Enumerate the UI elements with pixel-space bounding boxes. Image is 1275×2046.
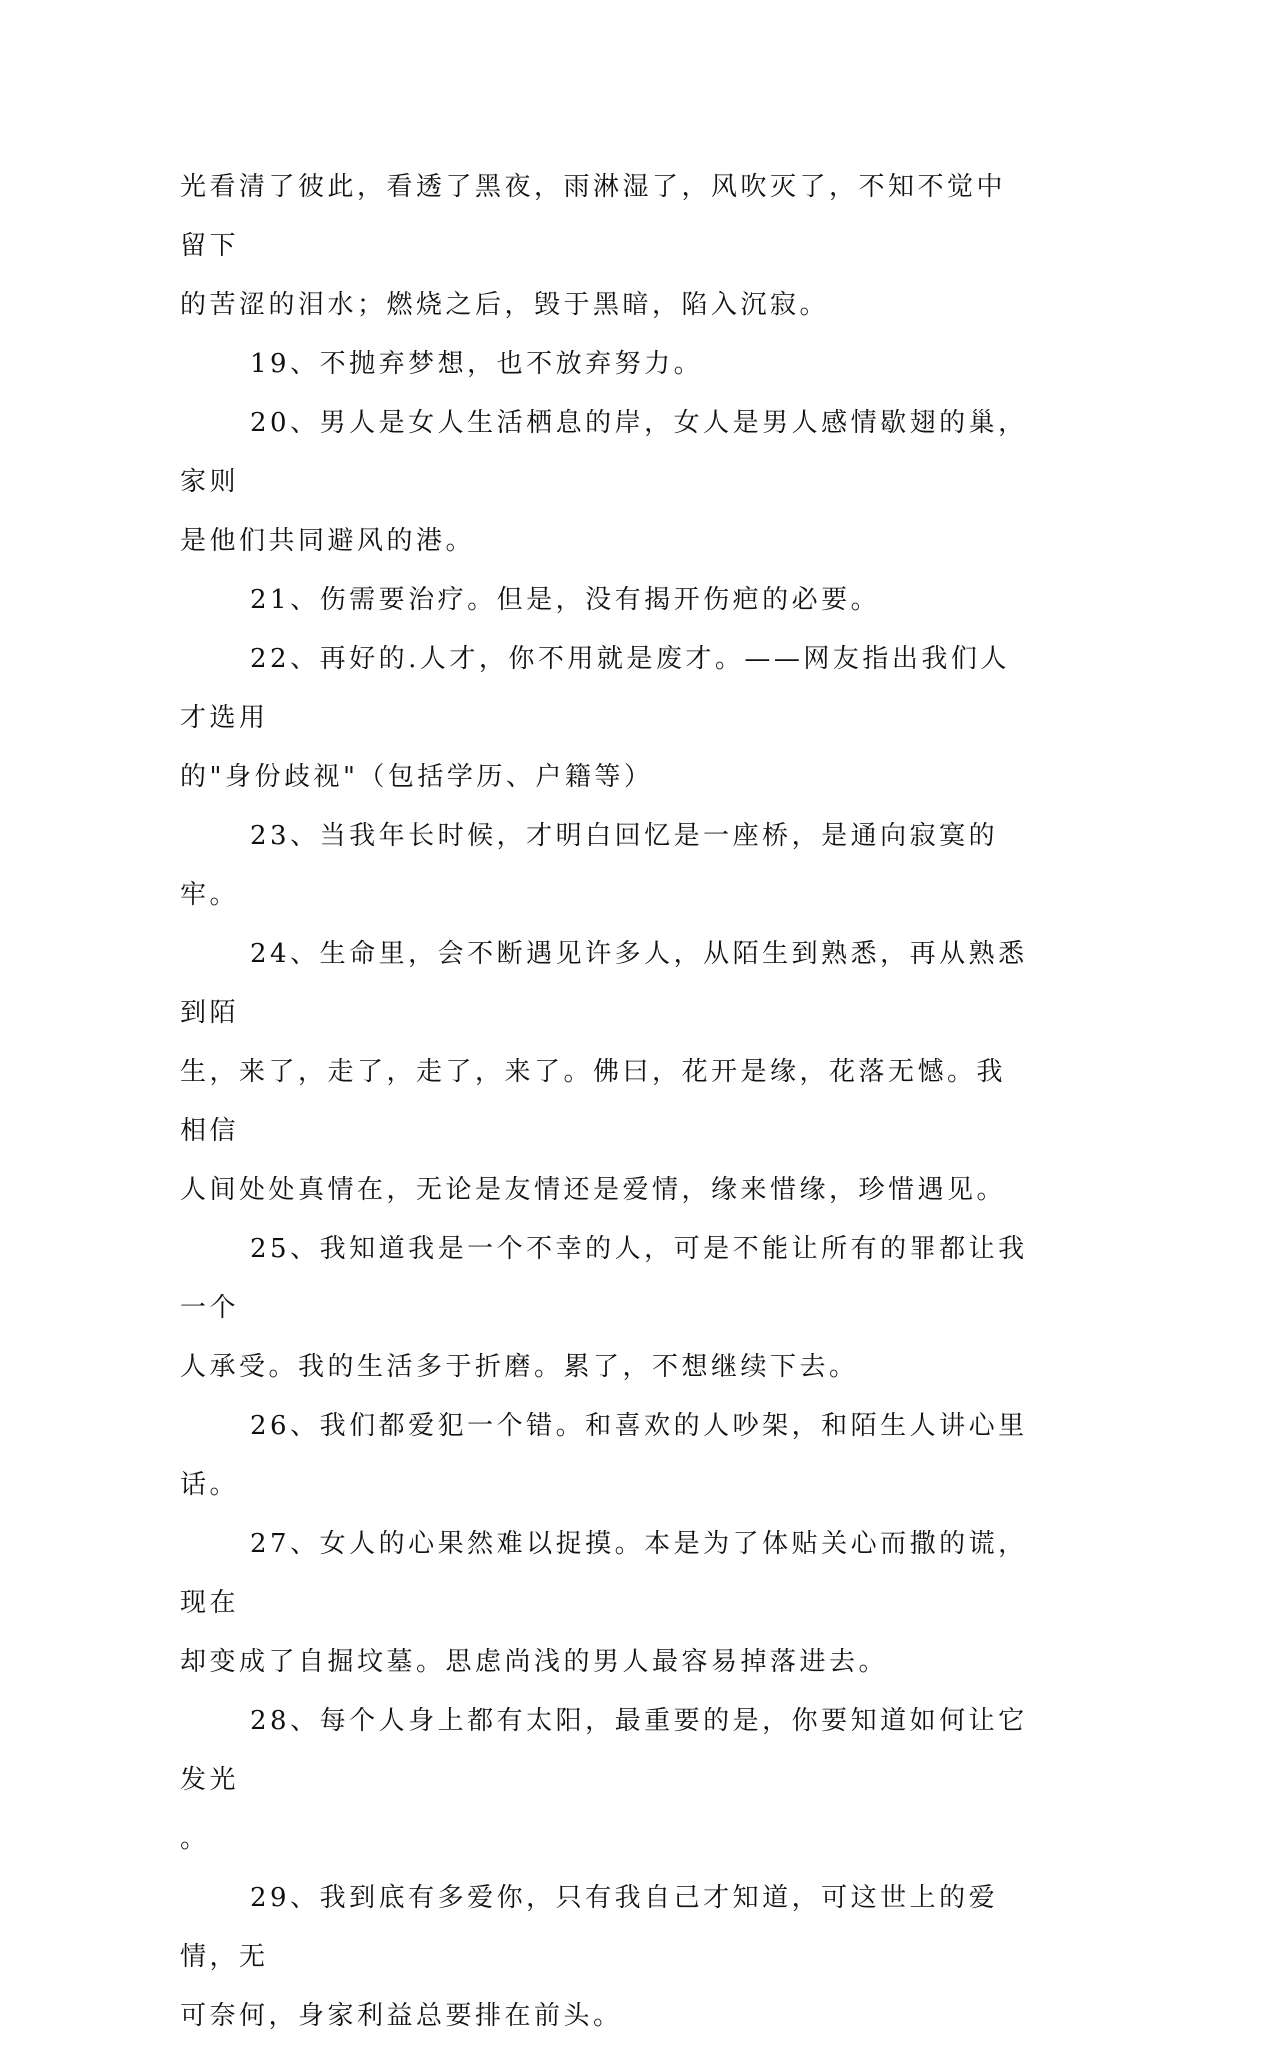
paragraph-p20 xyxy=(180,394,1032,571)
paragraph-p29 xyxy=(180,1869,1032,2046)
text-line: 29、我到底有多爱你，只有我自己才知道，可这世上的爱情，无 xyxy=(180,1883,999,1972)
text-line: 22、再好的.人才，你不用就是废才。——网友指出我们人才选用 xyxy=(180,644,1010,733)
text-line: 28、每个人身上都有太阳，最重要的是，你要知道如何让它发光 xyxy=(180,1706,1028,1795)
text-line: 是他们共同避风的港。 xyxy=(180,526,476,556)
paragraph-p19 xyxy=(180,335,1032,394)
text-line: 23、当我年长时候，才明白回忆是一座桥，是通向寂寞的牢。 xyxy=(180,821,999,910)
paragraph-p25 xyxy=(180,1220,1032,1397)
text-line: 的"身份歧视"（包括学历、户籍等） xyxy=(180,762,654,792)
text-line: 人间处处真情在，无论是友情还是爱情，缘来惜缘，珍惜遇见。 xyxy=(180,1175,1007,1205)
paragraph-p26 xyxy=(180,1397,1032,1515)
document-body xyxy=(180,158,1032,2046)
text-line: 19、不抛弃梦想，也不放弃努力。 xyxy=(250,349,704,379)
paragraph-p24 xyxy=(180,925,1032,1220)
paragraph-p27 xyxy=(180,1515,1032,1692)
text-line: 24、生命里，会不断遇见许多人，从陌生到熟悉，再从熟悉到陌 xyxy=(180,939,1028,1028)
text-line: 人承受。我的生活多于折磨。累了，不想继续下去。 xyxy=(180,1352,859,1382)
paragraph-p22 xyxy=(180,630,1032,807)
text-line: 生，来了，走了，走了，来了。佛曰，花开是缘，花落无憾。我相信 xyxy=(180,1057,1007,1146)
text-line: 27、女人的心果然难以捉摸。本是为了体贴关心而撒的谎，现在 xyxy=(180,1529,1028,1618)
text-line: 的苦涩的泪水；燃烧之后，毁于黑暗，陷入沉寂。 xyxy=(180,290,830,320)
paragraph-p18-cont xyxy=(180,158,1032,335)
text-line: 可奈何，身家利益总要排在前头。 xyxy=(180,2001,623,2031)
text-line: 20、男人是女人生活栖息的岸，女人是男人感情歇翅的巢，家则 xyxy=(180,408,1028,497)
text-line: 26、我们都爱犯一个错。和喜欢的人吵架，和陌生人讲心里话。 xyxy=(180,1411,1028,1500)
text-line: 。 xyxy=(180,1824,210,1854)
text-line: 25、我知道我是一个不幸的人，可是不能让所有的罪都让我一个 xyxy=(180,1234,1028,1323)
paragraph-p23 xyxy=(180,807,1032,925)
paragraph-p28 xyxy=(180,1692,1032,1869)
text-line: 21、伤需要治疗。但是，没有揭开伤疤的必要。 xyxy=(250,585,881,615)
text-line: 却变成了自掘坟墓。思虑尚浅的男人最容易掉落进去。 xyxy=(180,1647,889,1677)
paragraph-p21 xyxy=(180,571,1032,630)
text-line: 光看清了彼此，看透了黑夜，雨淋湿了，风吹灭了，不知不觉中留下 xyxy=(180,172,1007,261)
